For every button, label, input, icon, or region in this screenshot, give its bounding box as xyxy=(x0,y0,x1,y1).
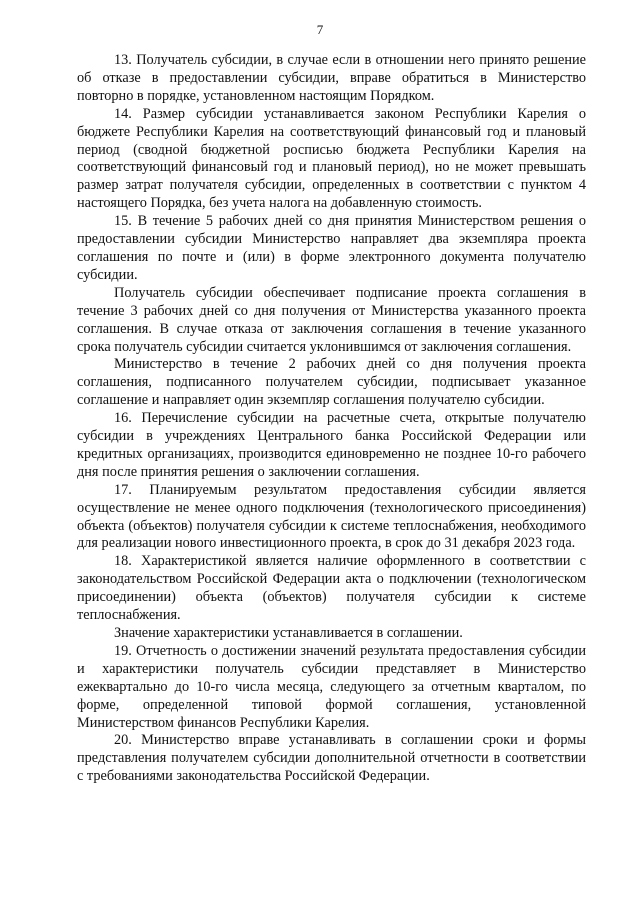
paragraph-13: 13. Получатель субсидии, в случае если в отношении него принято решение об отказе в предоставлении субсидии, вправе обратиться в Министерство повторно в порядке, установленном настоящим Порядком. xyxy=(77,52,586,104)
paragraph-15-ministry: Министерство в течение 2 рабочих дней со дня получения проекта соглашения, подписанного получателем субсидии, подписывает указанное соглашение и направляет один экземпляр соглашения получателю субсидии. xyxy=(77,356,586,409)
paragraph-16: 16. Перечисление субсидии на расчетные счета, открытые получателю субсидии в учреждениях Центрального банка Российской Федерации или кредитных организациях, производится единовременно не позднее 10-го рабочего дня после принятия решения о заключении соглашения. xyxy=(77,410,586,480)
paragraph-15-signing: Получатель субсидии обеспечивает подписание проекта соглашения в течение 3 рабочих дней со дня получения от Министерства указанного проекта соглашения. В случае отказа от заключения соглашения в течение указанного срока получатель субсидии считается уклонившимся от заключения соглашения. xyxy=(77,284,586,355)
paragraph-18: 18. Характеристикой является наличие оформленного в соответствии с законодательством Российской Федерации акта о подключении (технологическом присоединении) объекта (объектов) получателя субсидии к системе теплоснабжения. xyxy=(77,553,586,624)
document-body xyxy=(77,52,586,786)
paragraph-19: 19. Отчетность о достижении значений результата предоставления субсидии и характеристики получатель субсидии представляет в Министерство ежеквартально до 10-го числа месяца, следующего за отчетным кварталом, по форме, определенной типовой формой соглашения, установленной Министерством финансов Республики Карелия. xyxy=(77,642,586,731)
paragraph-14: 14. Размер субсидии устанавливается законом Республики Карелия о бюджете Республики Карелия на соответствующий финансовый год и плановый период (сводной бюджетной росписью бюджета Республики Карелия на соответствующий финансовый год и плановый период), но не может превышать размер затрат получателя субсидии, определенных в соответствии с пунктом 4 настоящего Порядка, без учета налога на добавленную стоимость. xyxy=(77,105,586,212)
paragraph-18-value: Значение характеристики устанавливается в соглашении. xyxy=(114,625,463,641)
page-number: 7 xyxy=(316,22,324,37)
paragraph-15: 15. В течение 5 рабочих дней со дня принятия Министерством решения о предоставлении субсидии Министерство направляет два экземпляра проекта соглашения по почте и (или) в форме электронного документа получателю субсидии. xyxy=(77,213,586,283)
paragraph-20: 20. Министерство вправе устанавливать в соглашении сроки и формы представления получателем субсидии дополнительной отчетности в соответствии с требованиями законодательства Российской Федерации. xyxy=(77,732,586,785)
paragraph-17: 17. Планируемым результатом предоставления субсидии является осуществление не менее одного подключения (технологического присоединения) объекта (объектов) получателя субсидии к системе теплоснабжения, необходимого для реализации нового инвестиционного проекта, в срок до 31 декабря 2023 года. xyxy=(77,481,586,552)
